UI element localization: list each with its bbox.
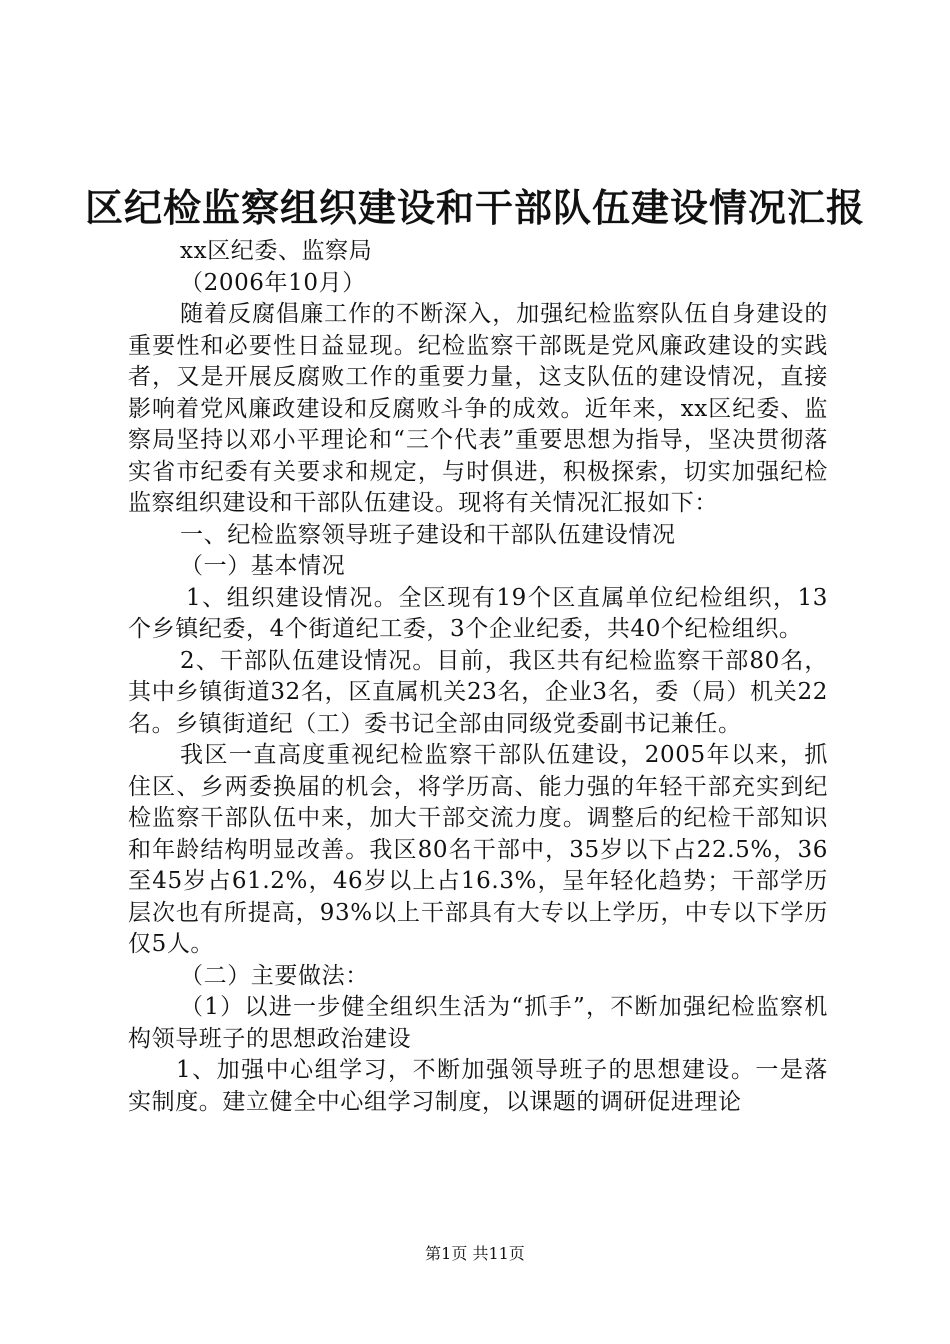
paragraph-study: 1、加强中心组学习，不断加强领导班子的思想建设。一是落实制度。建立健全中心组学习制度，以课题的调研促进理论	[128, 1057, 828, 1115]
subsection-heading-basic: （一）基本情况	[180, 553, 346, 579]
issuer-line: xx区纪委、监察局	[180, 238, 373, 264]
paragraph-organization: 1、组织建设情况。全区现有19个区直属单位纪检组织，13个乡镇纪委，4个街道纪工委，3个企业纪委，共40个纪检组织。	[128, 584, 828, 642]
page-number-footer: 第1页 共11页	[425, 1244, 525, 1263]
date-line: （2006年10月）	[180, 269, 366, 296]
paragraph-cadre: 2、干部队伍建设情况。目前，我区共有纪检监察干部80名，其中乡镇街道32名，区直属机关23名，企业3名，委（局）机关22名。乡镇街道纪（工）委书记全部由同级党委副书记兼任。	[128, 647, 828, 737]
subsection-heading-practices: （二）主要做法：	[180, 962, 369, 989]
practice-heading-1: （1）以进一步健全组织生活为“抓手”，不断加强纪检监察机构领导班子的思想政治建设	[128, 994, 828, 1052]
document-body	[128, 236, 828, 1118]
section-heading-1: 一、纪检监察领导班子建设和干部队伍建设情况	[180, 521, 676, 548]
paragraph-intro: 随着反腐倡廉工作的不断深入，加强纪检监察队伍自身建设的重要性和必要性日益显现。纪检监察干部既是党风廉政建设的实践者，又是开展反腐败工作的重要力量，这支队伍的建设情况，直接影响着党风廉政建设和反腐败斗争的成效。近年来，xx区纪委、监察局坚持以邓小平理论和“三个代表”重要思想为指导，坚决贯彻落实省市纪委有关要求和规定，与时俱进，积极探索，切实加强纪检监察组织建设和干部队伍建设。现将有关情况汇报如下：	[128, 301, 828, 516]
document-title: 区纪检监察组织建设和干部队伍建设情况汇报	[84, 185, 865, 230]
paragraph-structure: 我区一直高度重视纪检监察干部队伍建设，2005年以来，抓住区、乡两委换届的机会，将学历高、能力强的年轻干部充实到纪检监察干部队伍中来，加大干部交流力度。调整后的纪检干部知识和年龄结构明显改善。我区80名干部中，35岁以下占22.5%，36至45岁占61.2%，46岁以上占16.3%，呈年轻化趋势；干部学历层次也有所提高，93%以上干部具有大专以上学历，中专以下学历仅5人。	[128, 742, 828, 957]
